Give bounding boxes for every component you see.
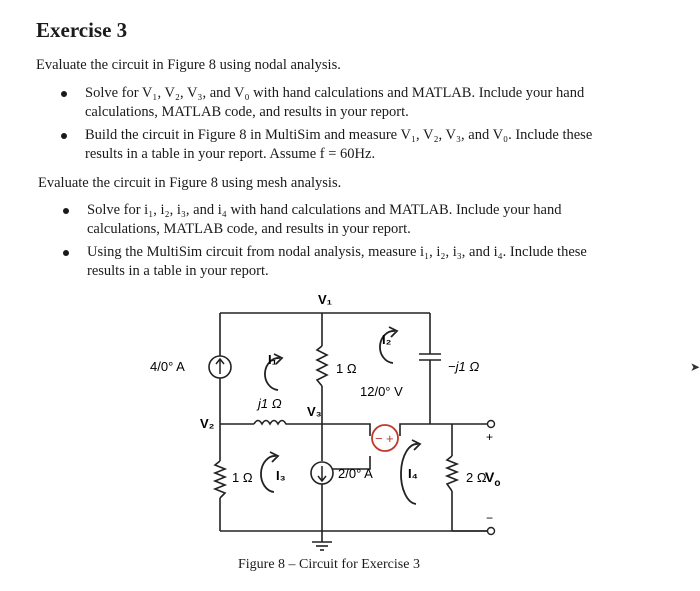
mesh-bullet-1 — [62, 201, 642, 239]
figure-caption: Figure 8 – Circuit for Exercise 3 — [238, 557, 420, 572]
output-voltage-label — [485, 469, 500, 489]
mesh-bullet-2-line-1: Using the MultiSim circuit from nodal analysis, measure i₁, i₂, i₃, and i₄. Include these — [87, 244, 587, 260]
inductor — [254, 421, 290, 425]
voltage-source-minus: − — [375, 431, 383, 446]
voltage-source-plus: + — [386, 431, 394, 446]
node-v1-label: V₁ — [318, 292, 333, 307]
nodal-bullet-1-line-1: Solve for V₁, V₂, V₃, and V₀ with hand calculations and MATLAB. Include your hand — [85, 85, 585, 101]
node-v2-label: V₂ — [200, 416, 215, 431]
nodal-bullet-1-line-2: calculations, MATLAB code, and results in your report. — [85, 104, 409, 120]
circuit-diagram — [140, 286, 520, 556]
mesh-bullet-2 — [62, 243, 642, 281]
mesh-i3-label: I₃ — [276, 468, 286, 483]
output-plus: + — [486, 430, 494, 444]
resistor-bottom-left — [215, 461, 225, 498]
nodal-bullet-2 — [60, 126, 640, 164]
wire-right-to-src — [400, 424, 430, 436]
current-source-left-label: 4/0° A — [150, 359, 185, 374]
current-source-center-label: 2/0° A — [338, 466, 373, 481]
node-v3-label: V₃ — [307, 404, 322, 419]
wire-mid-right — [322, 424, 370, 436]
output-voltage-sub: o — [494, 478, 501, 489]
output-minus: − — [486, 511, 494, 525]
mesh-bullet-1-line-2: calculations, MATLAB code, and results in your report. — [87, 221, 411, 237]
mesh-i4-label: I₄ — [408, 466, 418, 481]
nodal-bullet-2-line-1: Build the circuit in Figure 8 in MultiSim and measure V₁, V₂, V₃, and V₀. Include these — [85, 127, 593, 143]
nodal-bullets — [60, 84, 640, 168]
resistor-center — [317, 346, 327, 386]
capacitor-label: −j1 Ω — [448, 359, 480, 374]
inductor-label: j1 Ω — [258, 396, 282, 411]
cursor-arrow-icon: ➤ — [689, 360, 700, 374]
mesh-i1-label: I₁ — [268, 352, 277, 367]
nodal-intro: Evaluate the circuit in Figure 8 using nodal analysis. — [36, 57, 341, 73]
mesh-intro: Evaluate the circuit in Figure 8 using mesh analysis. — [38, 175, 342, 191]
mesh-i2-label: I₂ — [382, 332, 392, 347]
resistor-right-label: 2 Ω — [466, 470, 487, 485]
mesh-bullet-1-line-1: Solve for i₁, i₂, i₃, and i₄ with hand calculations and MATLAB. Include your hand — [87, 202, 562, 218]
resistor-right — [447, 456, 457, 491]
resistor-bottom-left-label: 1 Ω — [232, 470, 253, 485]
output-terminal-top — [488, 421, 495, 428]
nodal-bullet-1 — [60, 84, 640, 122]
mesh-bullets — [62, 201, 642, 285]
exercise-title: Exercise 3 — [36, 18, 128, 42]
resistor-center-label: 1 Ω — [336, 361, 357, 376]
mesh-bullet-2-line-2: results in a table in your report. — [87, 263, 269, 279]
nodal-bullet-2-line-2: results in a table in your report. Assume f = 60Hz. — [85, 146, 376, 162]
voltage-source-label: 12/0° V — [360, 384, 403, 399]
output-voltage-main: V — [485, 469, 495, 485]
output-terminal-bottom — [488, 528, 495, 535]
